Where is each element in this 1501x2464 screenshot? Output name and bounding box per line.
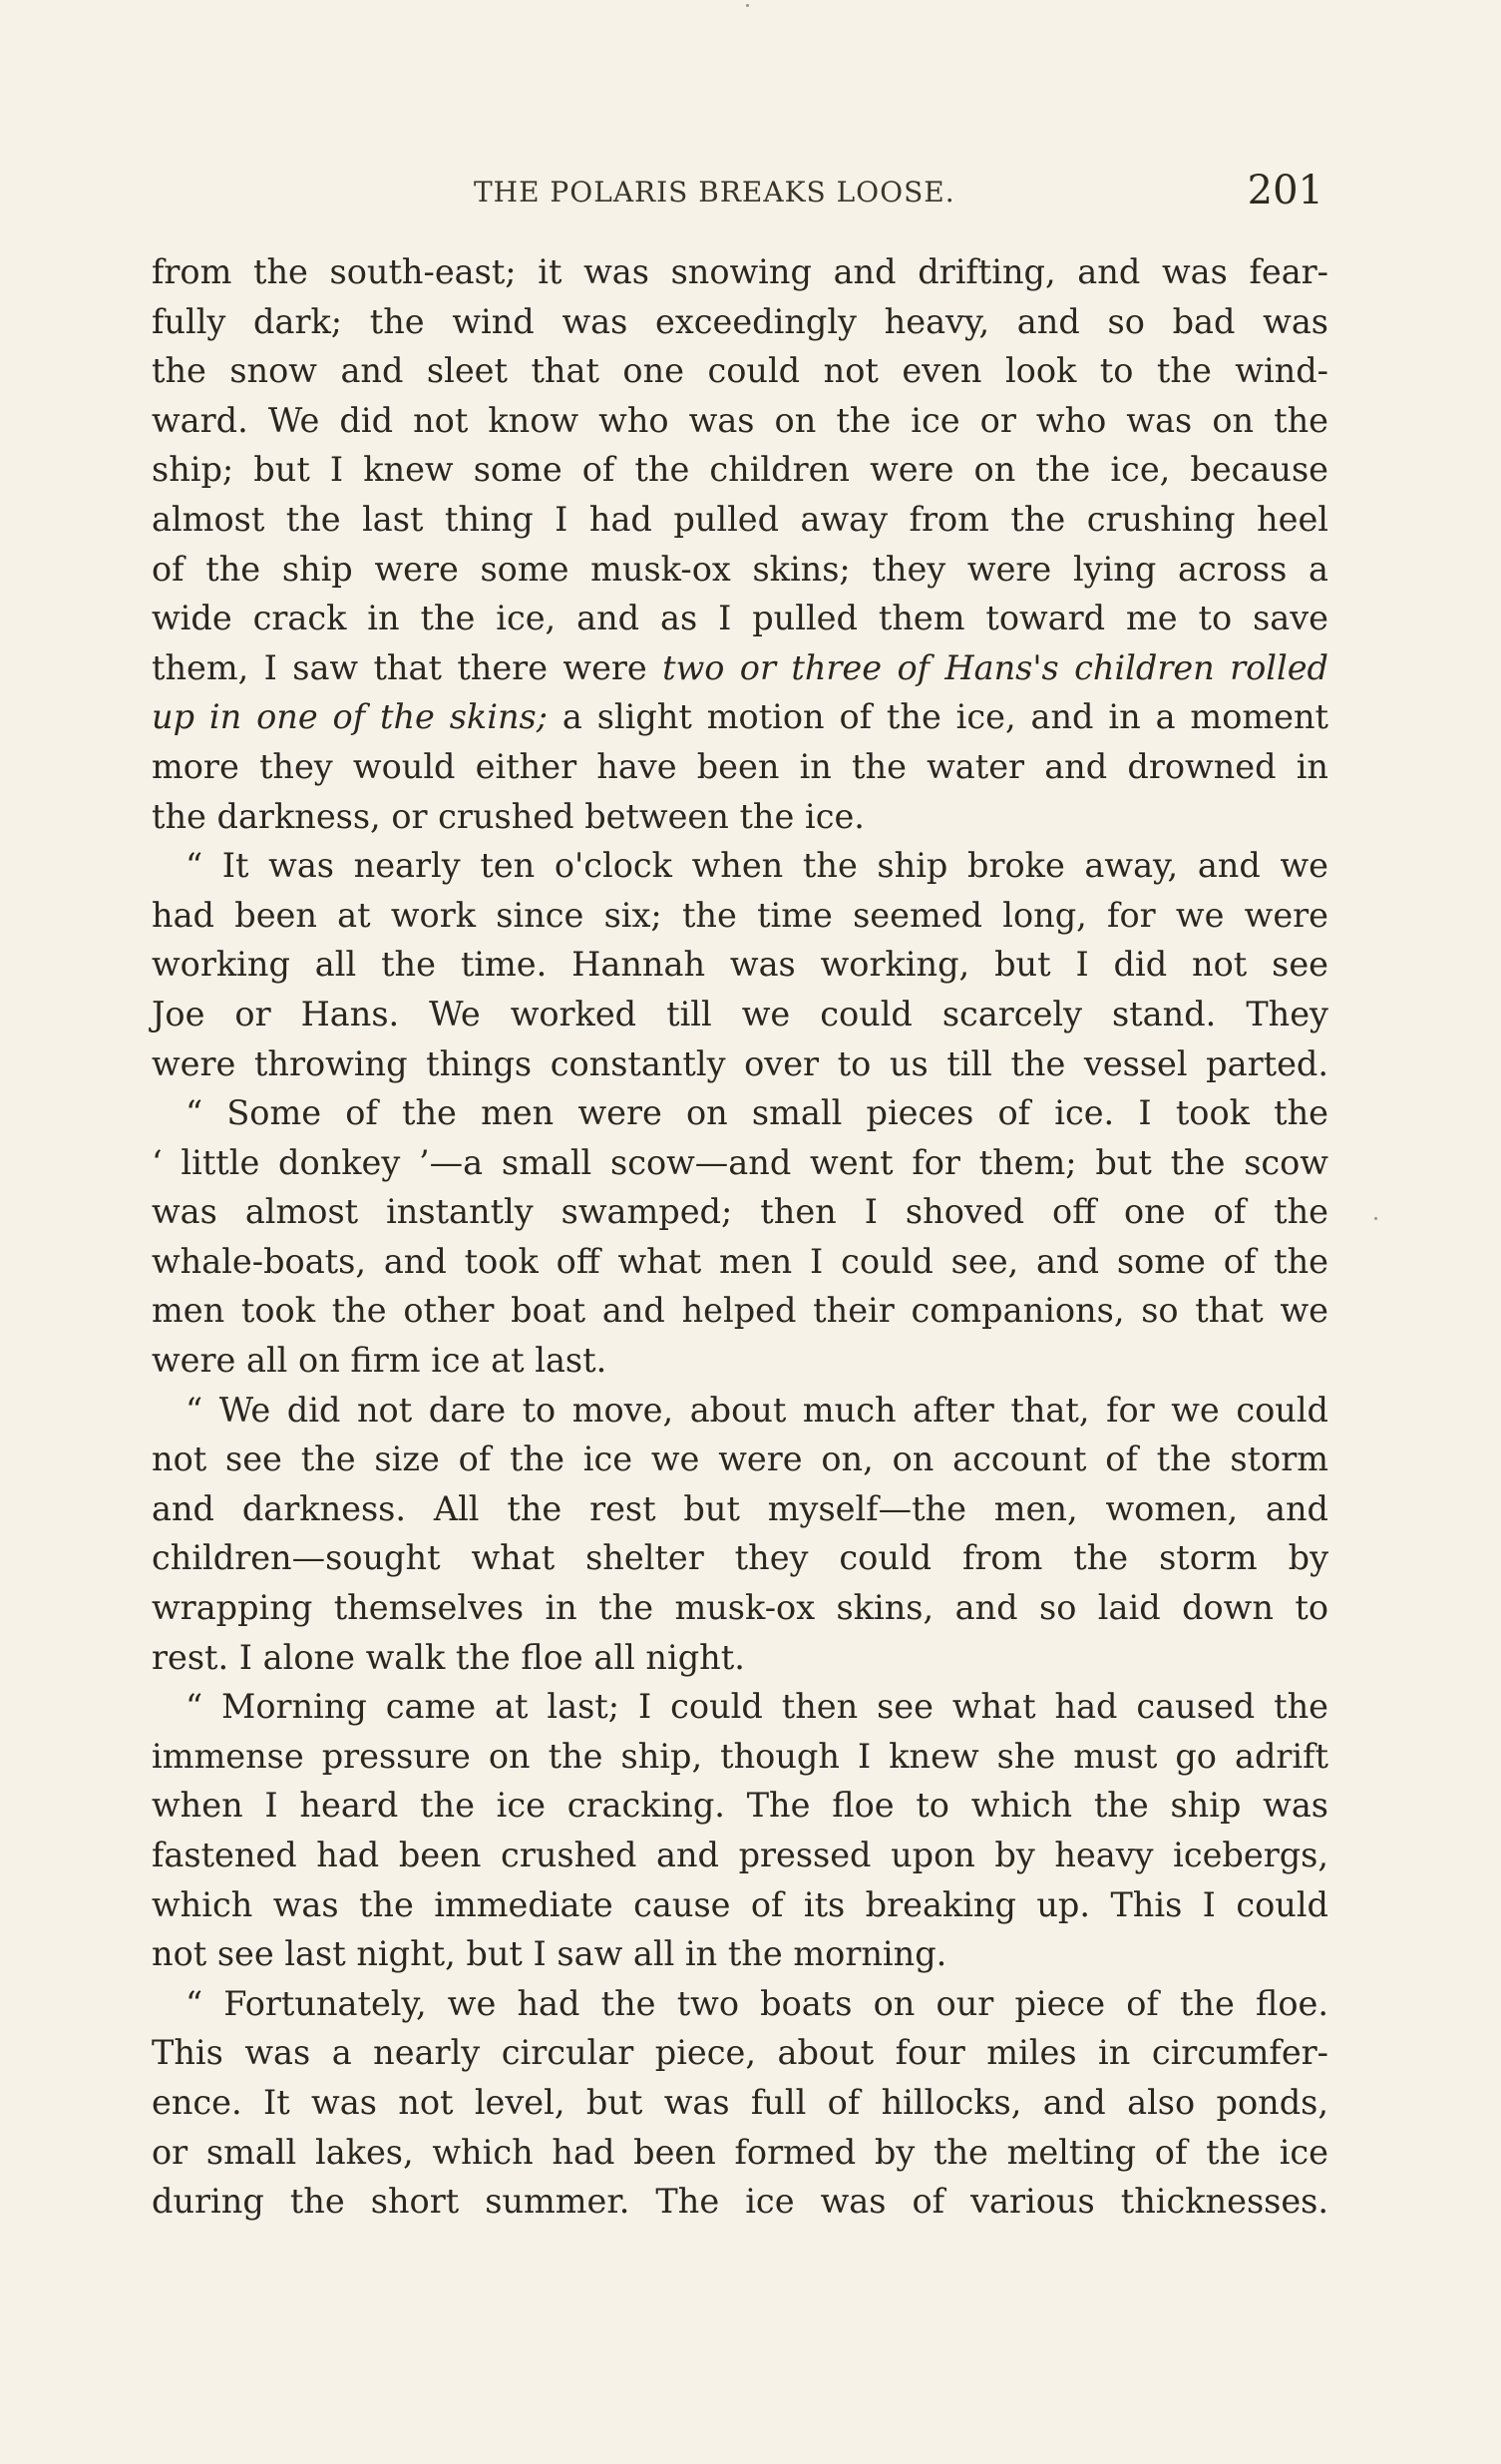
text-line: when I heard the ice cracking. The floe to which the ship was — [152, 1786, 1328, 1826]
body-text — [152, 247, 1328, 2227]
text-line: of the ship were some musk-ox skins; they were lying across a — [152, 549, 1328, 589]
text-line — [152, 643, 1328, 693]
text-line: immense pressure on the ship, though I knew she must go adrift — [152, 1736, 1328, 1776]
text-line: which was the immediate cause of its breaking up. This I could — [152, 1884, 1328, 1924]
italic-segment: two or three of Hans's children rolled — [662, 647, 1328, 687]
text-line: “ Morning came at last; I could then see what had caused the — [186, 1687, 1328, 1727]
text-line: the snow and sleet that one could not even look to the wind- — [152, 351, 1328, 391]
text-line: children—sought what shelter they could from the storm by — [152, 1538, 1328, 1578]
text-line: the darkness, or crushed between the ice. — [152, 796, 865, 836]
text-line: wide crack in the ice, and as I pulled them toward me to save — [152, 599, 1328, 638]
page-number: 201 — [1247, 168, 1323, 213]
text-segment: them, I saw that there were — [152, 647, 663, 687]
text-segment: a slight motion of the ice, and in a moment — [548, 697, 1328, 737]
text-line: were throwing things constantly over to us till the vessel parted. — [152, 1043, 1328, 1083]
text-line: not see the size of the ice we were on, on account of the storm — [152, 1439, 1328, 1479]
text-line: “ We did not dare to move, about much after that, for we could — [186, 1390, 1328, 1430]
paper-speck — [746, 4, 749, 7]
text-line: wrapping themselves in the musk-ox skins, and so laid down to — [152, 1588, 1328, 1628]
text-line: fastened had been crushed and pressed upon by heavy icebergs, — [152, 1836, 1328, 1874]
text-line: whale-boats, and took off what men I could see, and some of the — [152, 1241, 1328, 1281]
text-line: “ Some of the men were on small pieces of ice. I took the — [186, 1093, 1328, 1133]
text-line: fully dark; the wind was exceedingly heavy, and so bad was — [152, 301, 1328, 341]
text-line: men took the other boat and helped their companions, so that we — [152, 1291, 1328, 1331]
text-line: ship; but I knew some of the children were on the ice, because — [152, 450, 1328, 490]
text-line: working all the time. Hannah was working, but I did not see — [152, 945, 1328, 985]
text-line: from the south-east; it was snowing and drifting, and was fear- — [152, 252, 1328, 291]
text-line: was almost instantly swamped; then I shoved off one of the — [152, 1192, 1328, 1232]
text-line: or small lakes, which had been formed by the melting of the ice — [152, 2132, 1328, 2172]
text-line — [152, 692, 1328, 742]
italic-segment: up in one of the skins; — [152, 697, 548, 737]
text-line: rest. I alone walk the floe all night. — [152, 1637, 745, 1677]
text-line: during the short summer. The ice was of various thicknesses. — [152, 2182, 1328, 2222]
running-head: THE POLARIS BREAKS LOOSE. — [474, 176, 955, 208]
text-line: ence. It was not level, but was full of hillocks, and also ponds, — [152, 2082, 1328, 2122]
text-line: “ It was nearly ten o'clock when the ship broke away, and we — [186, 846, 1328, 886]
text-line: not see last night, but I saw all in the morning. — [152, 1934, 947, 1974]
text-line: more they would either have been in the water and drowned in — [152, 746, 1328, 786]
text-line: almost the last thing I had pulled away from the crushing heel — [152, 499, 1328, 539]
text-line: This was a nearly circular piece, about four miles in circumfer- — [152, 2033, 1328, 2073]
text-line: “ Fortunately, we had the two boats on our piece of the floe. — [186, 1983, 1328, 2023]
text-line: were all on firm ice at last. — [152, 1341, 607, 1381]
text-line: had been at work since six; the time seemed long, for we were — [152, 895, 1328, 935]
page-header — [155, 168, 1323, 227]
text-line: ‘ little donkey ’—a small scow—and went for them; but the scow — [152, 1142, 1328, 1182]
text-line: ward. We did not know who was on the ice or who was on the — [152, 400, 1328, 440]
paper-speck — [1374, 1217, 1377, 1220]
text-line: and darkness. All the rest but myself—the men, women, and — [152, 1488, 1328, 1528]
text-line: Joe or Hans. We worked till we could scarcely stand. They — [152, 994, 1328, 1033]
